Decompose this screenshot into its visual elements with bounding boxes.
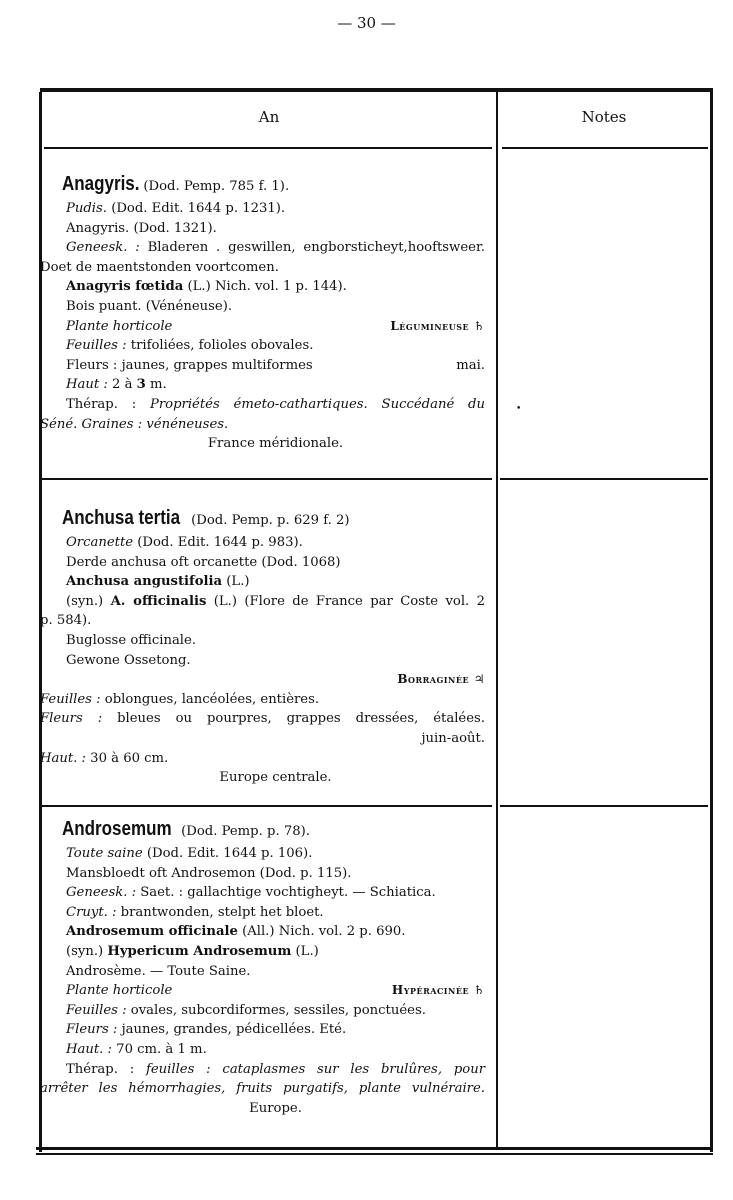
entry-title-line	[62, 172, 485, 199]
text-run: Pudis.	[66, 201, 107, 216]
entry-line	[62, 356, 485, 376]
text-run: oblongues, lancéolées, entières.	[100, 691, 320, 707]
text-run: Anagyris fœtida	[66, 279, 184, 295]
text-run: brantwonden, stelpt het bloet.	[116, 904, 324, 920]
entry-line	[62, 375, 485, 395]
entry-line	[62, 395, 485, 415]
entry-line	[62, 238, 485, 258]
text-run: (L.)	[222, 574, 250, 590]
entry-line	[62, 317, 485, 337]
notes-mark: •	[516, 404, 522, 414]
text-run: Bois puant. (Vénéneuse).	[66, 298, 233, 314]
text-run: Derde anchusa oft orcanette (Dod. 1068)	[66, 554, 341, 570]
entry-title: Androsemum	[62, 818, 172, 840]
text-run: Saet. : gallachtige vochtigheyt. — Schiatica.	[136, 885, 436, 901]
text-run: (L.) Nich. vol. 1 p. 144).	[183, 279, 347, 295]
section-rule-1	[42, 478, 492, 480]
section-rule-2-notes	[500, 805, 708, 807]
text-run: bleues ou pourpres, grappes dressées, étalées.	[102, 711, 485, 727]
page-number: — 30 —	[337, 14, 396, 32]
text-run: ovales, subcordiformes, sessiles, ponctuées.	[126, 1002, 426, 1018]
entry-androsemum	[40, 817, 485, 1118]
text-run: 70 cm. à 1 m.	[111, 1041, 207, 1057]
entry-anchusa	[40, 506, 485, 788]
text-run: Androsème. — Toute Saine.	[66, 963, 251, 979]
text-run: Europe.	[249, 1100, 302, 1116]
text-run: Feuilles :	[66, 1002, 127, 1018]
text-run: Fleurs : jaunes, grappes multiformes	[66, 357, 313, 373]
plant-family: Hypéracinée ♄	[391, 983, 485, 998]
text-run: Plante horticole	[66, 318, 173, 334]
table-top-rule	[40, 88, 713, 92]
text-run: Doet de maentstonden voortcomen.	[40, 259, 279, 275]
entry-line	[62, 651, 485, 671]
table-bottom-rule	[36, 1147, 713, 1150]
text-run: Europe centrale.	[219, 770, 332, 786]
entry-line	[62, 219, 485, 239]
text-run: Haut :	[66, 377, 108, 393]
text-run: 2 à	[107, 377, 137, 393]
text-run: France méridionale.	[207, 436, 344, 452]
entry-line	[62, 434, 485, 454]
entry-line	[62, 336, 485, 356]
text-run: Propriétés émeto-cathartiques. Succédané du	[149, 396, 485, 412]
text-run: Anagyris. (Dod. 1321).	[66, 220, 217, 236]
section-rule-2	[42, 805, 492, 807]
entry-line	[62, 592, 485, 612]
entry-line	[62, 962, 485, 982]
text-run: Gewone Ossetong.	[66, 652, 191, 668]
entry-anagyris	[40, 172, 485, 454]
entry-line	[62, 922, 485, 942]
entry-line	[62, 729, 485, 749]
entry-line	[62, 199, 485, 219]
text-run: Fleurs :	[66, 1022, 118, 1038]
text-run: Toute saine	[66, 846, 143, 861]
text-run: mai.	[456, 357, 485, 373]
text-run: 3	[136, 377, 146, 393]
text-run: m.	[145, 377, 167, 393]
text-run: Thérap. :	[66, 396, 150, 412]
text-run: Anchusa angustifolia	[66, 574, 223, 590]
text-run: (syn.)	[66, 593, 111, 609]
entry-line	[62, 864, 485, 884]
entry-line	[62, 768, 485, 788]
text-run: Bladeren . geswillen, engborsticheyt,hooftsweer.	[139, 240, 485, 256]
text-run: juin-août.	[421, 730, 485, 746]
table-right-border	[710, 92, 713, 1152]
entry-line	[62, 277, 485, 297]
text-run: (Dod. Edit. 1644 p. 983).	[133, 535, 303, 550]
entry-line	[62, 1099, 485, 1119]
text-run: Buglosse officinale.	[66, 632, 197, 648]
entry-line	[62, 981, 485, 1001]
entry-line	[62, 844, 485, 864]
text-run: Orcanette	[66, 535, 134, 550]
text-run: (L.)	[291, 943, 319, 959]
entry-title-line	[62, 817, 485, 844]
text-run: Haut. :	[40, 750, 86, 766]
entry-title-line	[62, 506, 485, 533]
column-divider	[496, 92, 498, 1150]
text-run: jaunes, grandes, pédicellées. Eté.	[117, 1022, 347, 1038]
text-run: Mansbloedt oft Androsemon (Dod. p. 115).	[66, 865, 352, 881]
entry-line	[62, 883, 485, 903]
entry-line	[62, 1020, 485, 1040]
entry-line	[62, 297, 485, 317]
text-run: Hypericum Androsemum	[107, 943, 292, 959]
entry-title: Anchusa tertia	[62, 507, 181, 529]
text-run: (Dod. Pemp. p. 78).	[176, 824, 310, 839]
text-run: trifoliées, folioles obovales.	[126, 338, 314, 354]
entry-line	[40, 749, 485, 769]
entry-line	[62, 572, 485, 592]
entry-line	[62, 631, 485, 651]
text-run: Geneesk. :	[66, 240, 140, 256]
entry-line	[40, 709, 485, 729]
entry-line	[62, 670, 485, 690]
text-run: Feuilles :	[40, 691, 101, 707]
header-rule-main	[44, 147, 492, 149]
text-run: Cruyt. :	[66, 904, 117, 920]
text-run: p. 584).	[40, 613, 92, 629]
text-run: (Dod. Pemp. 785 f. 1).	[139, 179, 290, 194]
text-run: A. officinalis	[110, 593, 207, 609]
text-run: (Dod. Edit. 1644 p. 1231).	[107, 201, 286, 216]
column-header-notes: Notes	[581, 108, 627, 126]
text-run: feuilles : cataplasmes sur les brulûres, pour	[145, 1061, 485, 1077]
text-run: (Dod. Pemp. p. 629 f. 2)	[186, 513, 350, 528]
text-run: (All.) Nich. vol. 2 p. 690.	[237, 924, 406, 940]
entry-line	[62, 553, 485, 573]
plant-family: Borraginée ♃	[397, 672, 485, 687]
entry-line	[62, 1040, 485, 1060]
text-run: arrêter les hémorrhagies, fruits purgatifs, plante vulnéraire.	[40, 1081, 485, 1097]
table-bottom-rule-2	[36, 1153, 713, 1155]
text-run: (L.) (Flore de France par Coste vol. 2	[206, 593, 485, 609]
entry-line	[40, 258, 485, 278]
text-run: Plante horticole	[66, 983, 173, 999]
header-rule-notes	[502, 147, 708, 149]
entry-line	[62, 533, 485, 553]
entry-line	[40, 690, 485, 710]
text-run: Androsemum officinale	[66, 924, 238, 940]
text-run: Séné. Graines : vénéneuses.	[40, 416, 229, 432]
entry-line	[62, 1001, 485, 1021]
text-run: Haut. :	[66, 1041, 112, 1057]
text-run: (Dod. Edit. 1644 p. 106).	[142, 846, 313, 861]
entry-title: Anagyris.	[62, 173, 140, 195]
text-run: Thérap. :	[66, 1061, 146, 1077]
column-header-main: An	[258, 108, 280, 126]
text-run: Feuilles :	[66, 338, 127, 354]
entry-line	[62, 942, 485, 962]
text-run: (syn.)	[66, 943, 108, 959]
text-run: 30 à 60 cm.	[85, 750, 169, 766]
section-rule-1-notes	[500, 478, 708, 480]
entry-line	[62, 903, 485, 923]
entry-line	[40, 1079, 485, 1099]
plant-family: Légumineuse ♄	[390, 318, 485, 333]
text-run: Geneesk. :	[66, 885, 137, 901]
text-run: Fleurs :	[40, 711, 103, 727]
entry-line	[62, 1060, 485, 1080]
entry-line	[40, 611, 485, 631]
entry-line	[40, 415, 485, 435]
